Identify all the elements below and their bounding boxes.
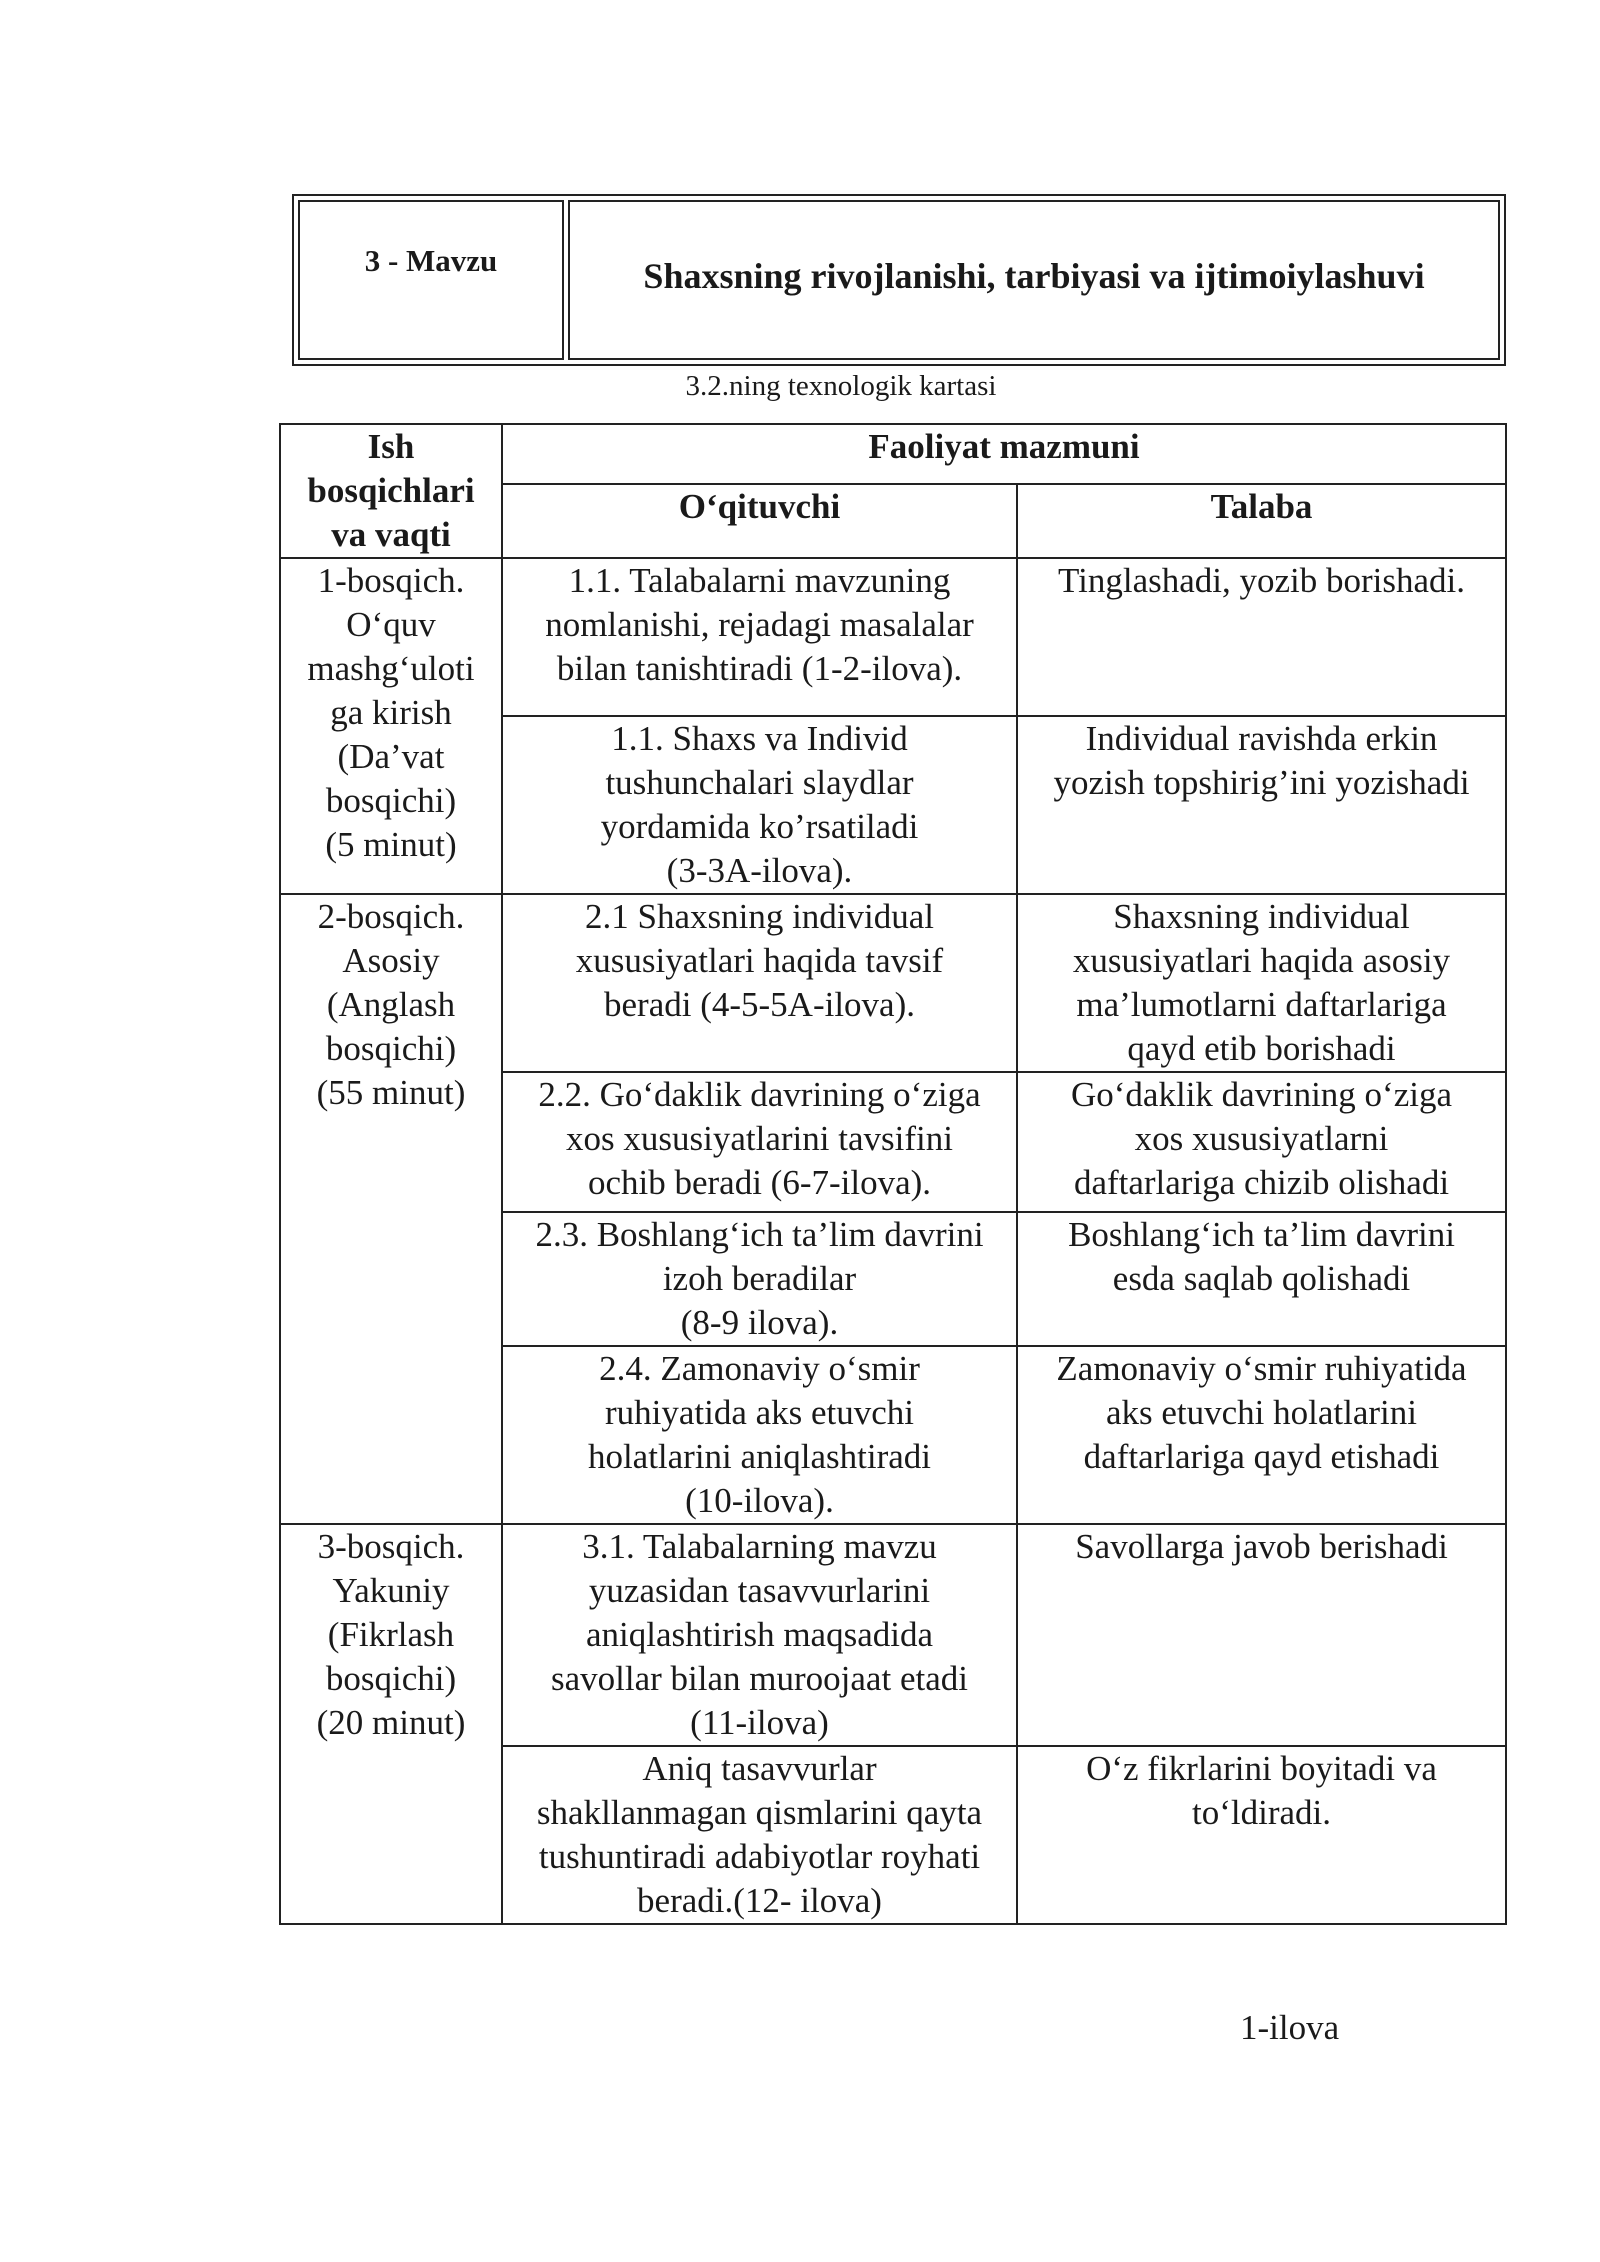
student-cell xyxy=(1017,1746,1506,1924)
student-text: Boshlang‘ich ta’lim davrini esda saqlab qolishadi xyxy=(1068,1215,1455,1298)
student-cell xyxy=(1017,894,1506,1072)
student-cell xyxy=(1017,1524,1506,1746)
column-header-stage-label: Ish bosqichlari va vaqti xyxy=(307,427,475,554)
topic-number: 3 - Mavzu xyxy=(298,200,564,360)
stage-cell xyxy=(280,1524,502,1924)
stage-label: 3-bosqich. Yakuniy (Fikrlash bosqichi) (20 minut) xyxy=(316,1527,466,1742)
teacher-cell xyxy=(502,1524,1017,1746)
teacher-text: 2.4. Zamonaviy o‘smir ruhiyatida aks etuvchi holatlarini aniqlashtiradi (10-ilova). xyxy=(587,1349,932,1520)
teacher-text: 1.1. Talabalarni mavzuning nomlanishi, rejadagi masalalar bilan tanishtiradi (1-2-ilova). xyxy=(545,561,974,688)
topic-title: Shaxsning rivojlanishi, tarbiyasi va ijtimoiylashuvi xyxy=(568,200,1500,360)
teacher-cell xyxy=(502,1746,1017,1924)
teacher-cell xyxy=(502,1072,1017,1212)
student-text: Zamonaviy o‘smir ruhiyatida aks etuvchi holatlarini daftarlariga qayd etishadi xyxy=(1056,1349,1467,1476)
stage-label: 2-bosqich. Asosiy (Anglash bosqichi) (55 minut) xyxy=(316,897,466,1112)
teacher-text: 2.2. Go‘daklik davrining o‘ziga xos xususiyatlarini tavsifini ochib beradi (6-7-ilova). xyxy=(538,1075,981,1202)
student-cell xyxy=(1017,1346,1506,1524)
teacher-cell xyxy=(502,716,1017,894)
student-text: O‘z fikrlarini boyitadi va to‘ldiradi. xyxy=(1086,1749,1437,1832)
stage-label: 1-bosqich. O‘quv mashg‘uloti ga kirish (Da’vat bosqichi) (5 minut) xyxy=(307,561,475,864)
table-row xyxy=(280,894,1506,1072)
student-text: Individual ravishda erkin yozish topshirig’ini yozishadi xyxy=(1053,719,1470,802)
table-subtitle: 3.2.ning texnologik kartasi xyxy=(685,370,997,402)
student-text: Tinglashadi, yozib borishadi. xyxy=(1057,561,1466,600)
column-header-activity: Faoliyat mazmuni xyxy=(502,424,1506,484)
appendix-label: 1-ilova xyxy=(1240,2008,1340,2047)
teacher-text: Aniq tasavvurlar shakllanmagan qismlarini qayta tushuntiradi adabiyotlar royhati beradi.(12- ilova) xyxy=(536,1749,983,1920)
teacher-cell xyxy=(502,558,1017,716)
column-header-teacher: O‘qituvchi xyxy=(502,484,1017,558)
stage-cell xyxy=(280,894,502,1524)
teacher-text: 1.1. Shaxs va Individ tushunchalari slaydlar yordamida ko’rsatiladi (3-3A-ilova). xyxy=(600,719,919,890)
student-text: Savollarga javob berishadi xyxy=(1075,1527,1448,1566)
column-header-student: Talaba xyxy=(1017,484,1506,558)
teacher-cell xyxy=(502,894,1017,1072)
student-cell xyxy=(1017,1212,1506,1346)
column-header-stage xyxy=(280,424,502,558)
teacher-text: 2.1 Shaxsning individual xususiyatlari haqida tavsif beradi (4-5-5A-ilova). xyxy=(575,897,944,1024)
student-text: Go‘daklik davrining o‘ziga xos xususiyatlarni daftarlariga chizib olishadi xyxy=(1071,1075,1453,1202)
student-cell xyxy=(1017,1072,1506,1212)
student-cell xyxy=(1017,716,1506,894)
teacher-text: 3.1. Talabalarning mavzu yuzasidan tasavvurlarini aniqlashtirish maqsadida savollar bilan muroojaat etadi (11-ilova) xyxy=(551,1527,968,1742)
stage-cell xyxy=(280,558,502,894)
student-cell xyxy=(1017,558,1506,716)
table-row xyxy=(280,558,1506,716)
teacher-cell xyxy=(502,1346,1017,1524)
teacher-cell xyxy=(502,1212,1017,1346)
teacher-text: 2.3. Boshlang‘ich ta’lim davrini izoh beradilar (8-9 ilova). xyxy=(535,1215,984,1342)
student-text: Shaxsning individual xususiyatlari haqida asosiy ma’lumotlarni daftarlariga qayd etib borishadi xyxy=(1072,897,1451,1068)
table-row xyxy=(280,1524,1506,1746)
technology-map-table xyxy=(279,423,1507,1925)
topic-header-box xyxy=(292,194,1506,366)
